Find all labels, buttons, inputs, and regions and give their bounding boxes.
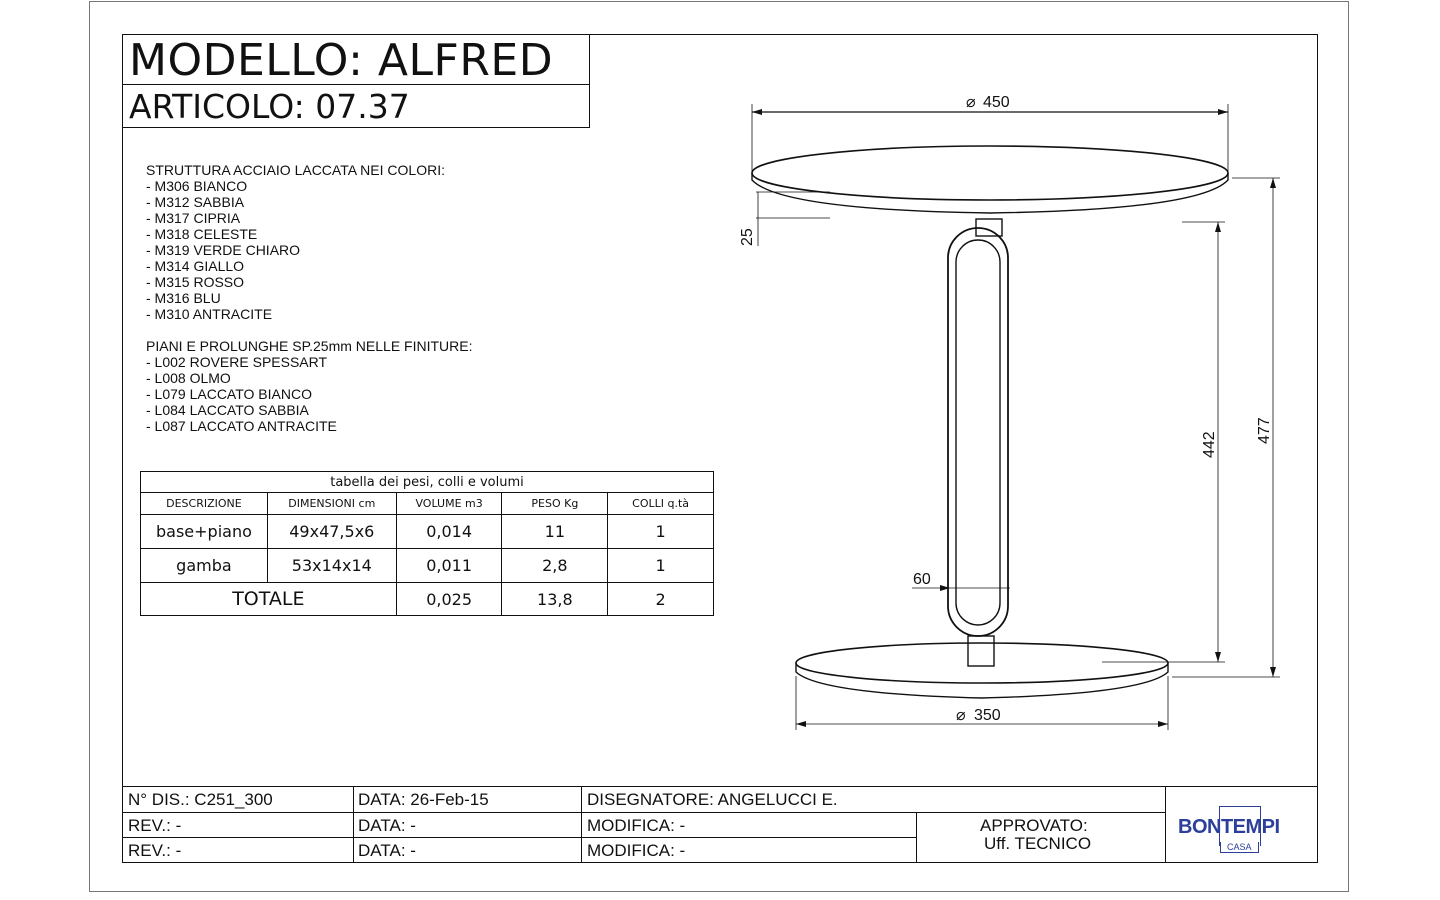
loop-leg: [948, 228, 1008, 636]
model-title: MODELLO: ALFRED: [129, 35, 554, 86]
base-plate: [796, 643, 1168, 683]
table-row: [141, 515, 714, 549]
diameter-symbol: ⌀: [956, 707, 966, 724]
table-cell: 0,014: [396, 515, 502, 549]
column-header: DIMENSIONI cm: [267, 493, 396, 515]
finishes-heading: PIANI E PROLUNGHE SP.25mm NELLE FINITURE:: [146, 338, 473, 354]
column-header: DESCRIZIONE: [141, 493, 268, 515]
finish-item: - L008 OLMO: [146, 370, 231, 386]
color-item: - M319 VERDE CHIARO: [146, 242, 301, 258]
revision-2-modification: MODIFICA: -: [587, 841, 686, 860]
specifications: [146, 162, 473, 434]
total-height-label: 477: [1256, 417, 1273, 444]
designer: DISEGNATORE: ANGELUCCI E.: [587, 790, 838, 809]
total-volume: 0,025: [396, 583, 502, 616]
column-header: COLLI q.tà: [608, 493, 714, 515]
leg-bottom-connector: [968, 636, 994, 666]
drawing-date: DATA: 26-Feb-15: [358, 790, 489, 809]
drawing-number: N° DIS.: C251_300: [128, 790, 273, 809]
total-weight: 13,8: [502, 583, 608, 616]
revision-2-date: DATA: -: [358, 841, 416, 860]
finish-item: - L084 LACCATO SABBIA: [146, 402, 309, 418]
leg-width-label: 60: [913, 571, 931, 588]
diameter-symbol: ⌀: [966, 94, 976, 111]
color-item: - M317 CIPRIA: [146, 210, 241, 226]
title-row: [123, 35, 589, 85]
table-row: [141, 549, 714, 583]
table-cell: 1: [608, 515, 714, 549]
approved-label: APPROVATO:: [980, 816, 1088, 835]
logo-subtitle: CASA: [1220, 842, 1259, 853]
finish-item: - L079 LACCATO BIANCO: [146, 386, 312, 402]
table-caption: tabella dei pesi, colli e volumi: [141, 472, 714, 493]
column-header: VOLUME m3: [396, 493, 502, 515]
top-diameter-label: 450: [983, 94, 1010, 111]
article-number: ARTICOLO: 07.37: [129, 87, 410, 126]
column-header: PESO Kg: [502, 493, 608, 515]
total-label: TOTALE: [141, 583, 397, 616]
color-item: - M315 ROSSO: [146, 274, 245, 290]
finish-item: - L002 ROVERE SPESSART: [146, 354, 328, 370]
revision-2: REV.: -: [128, 841, 182, 860]
color-item: - M306 BIANCO: [146, 178, 248, 194]
leg-height-label: 442: [1201, 431, 1218, 458]
table-cell: 0,011: [396, 549, 502, 583]
title-box: [122, 34, 590, 128]
table-cell: base+piano: [141, 515, 268, 549]
table-cell: 1: [608, 549, 714, 583]
color-item: - M310 ANTRACITE: [146, 306, 273, 322]
base-diameter-label: 350: [974, 707, 1001, 724]
revision-1-modification: MODIFICA: -: [587, 816, 686, 835]
table-cell: gamba: [141, 549, 268, 583]
finish-item: - L087 LACCATO ANTRACITE: [146, 418, 337, 434]
thickness-label: 25: [739, 228, 756, 246]
table-cell: 11: [502, 515, 608, 549]
table-cell: 2,8: [502, 549, 608, 583]
table-technical-drawing: [720, 80, 1320, 740]
logo-text: BONTEMPI: [1178, 816, 1280, 838]
approved-by: Uff. TECNICO: [984, 834, 1092, 853]
revision-1-date: DATA: -: [358, 816, 416, 835]
color-item: - M314 GIALLO: [146, 258, 245, 274]
color-item: - M312 SABBIA: [146, 194, 245, 210]
table-cell: 49x47,5x6: [267, 515, 396, 549]
weights-table: [140, 471, 714, 616]
total-row: [141, 583, 714, 616]
bontempi-logo: [1176, 802, 1312, 858]
color-item: - M316 BLU: [146, 290, 221, 306]
structure-heading: STRUTTURA ACCIAIO LACCATA NEI COLORI:: [146, 162, 445, 178]
total-packages: 2: [608, 583, 714, 616]
revision-1: REV.: -: [128, 816, 182, 835]
table-cell: 53x14x14: [267, 549, 396, 583]
color-item: - M318 CELESTE: [146, 226, 258, 242]
